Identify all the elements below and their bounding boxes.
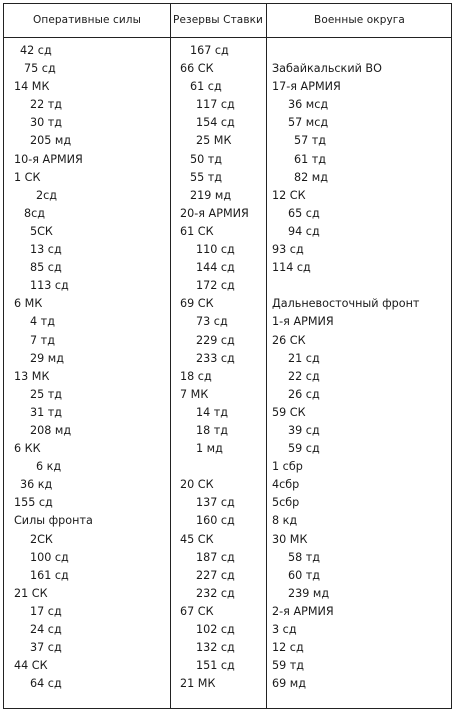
- operational-forces-cell: 17 сд: [30, 604, 62, 618]
- operational-forces-cell: 31 тд: [30, 405, 63, 419]
- military-districts-cell: 65 сд: [288, 206, 320, 220]
- stavka-reserves-cell: 18 сд: [180, 369, 212, 383]
- stavka-reserves-cell: 20-я АРМИЯ: [180, 206, 249, 220]
- operational-forces-cell: 30 тд: [30, 116, 63, 130]
- stavka-reserves-cell: 61 сд: [190, 80, 222, 94]
- stavka-reserves-cell: 117 сд: [196, 98, 235, 112]
- operational-forces-cell: 13 сд: [30, 243, 62, 257]
- stavka-reserves-cell: 61 СК: [180, 224, 214, 238]
- operational-forces-cell: 8сд: [24, 206, 46, 220]
- operational-forces-cell: 22 тд: [30, 98, 63, 112]
- operational-forces-cell: 113 сд: [30, 279, 69, 293]
- stavka-reserves-cell: 132 сд: [196, 641, 235, 655]
- header-stavka-reserves: Резервы Ставки: [173, 13, 263, 26]
- operational-forces-cell: 36 кд: [20, 478, 53, 492]
- header-operational-forces: Оперативные силы: [33, 13, 141, 26]
- stavka-reserves-cell: 21 МК: [180, 677, 216, 691]
- operational-forces-cell: 2сд: [36, 188, 58, 202]
- operational-forces-cell: 155 сд: [14, 496, 53, 510]
- military-districts-cell: 94 сд: [288, 224, 320, 238]
- stavka-reserves-cell: 18 тд: [196, 423, 229, 437]
- stavka-reserves-cell: 45 СК: [180, 532, 214, 546]
- operational-forces-cell: 161 сд: [30, 568, 69, 582]
- military-districts-cell: 36 мсд: [288, 98, 329, 112]
- military-districts-cell: [272, 42, 448, 60]
- military-districts-cell: 1 сбр: [272, 460, 303, 474]
- military-districts-cell: 12 сд: [272, 641, 304, 655]
- military-districts-cell: 17-я АРМИЯ: [272, 80, 341, 94]
- operational-forces-cell: 5СК: [30, 224, 53, 238]
- stavka-reserves-cell: 110 сд: [196, 243, 235, 257]
- stavka-reserves-cell: 227 сд: [196, 568, 235, 582]
- column-stavka-reserves: [180, 42, 262, 693]
- military-districts-cell: 26 сд: [288, 387, 320, 401]
- military-districts-cell: 21 сд: [288, 351, 320, 365]
- operational-forces-cell: 14 МК: [14, 80, 50, 94]
- military-districts-cell: 57 мсд: [288, 116, 329, 130]
- stavka-reserves-cell: 69 СК: [180, 297, 214, 311]
- military-districts-cell: 59 сд: [288, 442, 320, 456]
- operational-forces-cell: 75 сд: [24, 62, 56, 76]
- stavka-reserves-cell: 55 тд: [190, 170, 223, 184]
- operational-forces-cell: 44 СК: [14, 659, 48, 673]
- stavka-reserves-cell: 66 СК: [180, 62, 214, 76]
- operational-forces-cell: 2СК: [30, 532, 53, 546]
- military-districts-cell: 114 сд: [272, 261, 311, 275]
- military-districts-cell: 2-я АРМИЯ: [272, 604, 334, 618]
- stavka-reserves-cell: 1 мд: [196, 442, 223, 456]
- military-districts-cell: 5сбр: [272, 496, 300, 510]
- column-operational-forces: [14, 42, 164, 693]
- stavka-reserves-cell: 151 сд: [196, 659, 235, 673]
- operational-forces-cell: Силы фронта: [14, 514, 93, 528]
- military-districts-cell: 59 тд: [272, 659, 305, 673]
- operational-forces-cell: 10-я АРМИЯ: [14, 152, 83, 166]
- forces-table: [3, 3, 452, 709]
- stavka-reserves-cell: 160 сд: [196, 514, 235, 528]
- operational-forces-cell: 100 сд: [30, 550, 69, 564]
- column-divider: [266, 4, 267, 708]
- operational-forces-cell: 37 сд: [30, 641, 62, 655]
- military-districts-cell: 1-я АРМИЯ: [272, 315, 334, 329]
- military-districts-cell: 57 тд: [294, 134, 327, 148]
- stavka-reserves-cell: 50 тд: [190, 152, 223, 166]
- stavka-reserves-cell: 14 тд: [196, 405, 229, 419]
- operational-forces-cell: 6 кд: [36, 460, 62, 474]
- operational-forces-cell: 4 тд: [30, 315, 55, 329]
- stavka-reserves-cell: 137 сд: [196, 496, 235, 510]
- operational-forces-cell: 7 тд: [30, 333, 55, 347]
- military-districts-cell: 3 сд: [272, 623, 297, 636]
- operational-forces-cell: 25 тд: [30, 387, 63, 401]
- stavka-reserves-cell: 232 сд: [196, 586, 235, 600]
- military-districts-cell: 4сбр: [272, 478, 300, 492]
- military-districts-cell: 58 тд: [288, 550, 321, 564]
- operational-forces-cell: 205 мд: [30, 134, 72, 148]
- stavka-reserves-cell: 187 сд: [196, 550, 235, 564]
- stavka-reserves-cell: 102 сд: [196, 623, 235, 636]
- military-districts-cell: 59 СК: [272, 405, 306, 419]
- military-districts-cell: 22 сд: [288, 369, 320, 383]
- header-military-districts: Военные округа: [314, 13, 405, 26]
- military-districts-cell: 93 сд: [272, 243, 304, 257]
- operational-forces-cell: 13 МК: [14, 369, 50, 383]
- operational-forces-cell: 85 сд: [30, 261, 62, 275]
- military-districts-cell: 60 тд: [288, 568, 321, 582]
- military-districts-cell: [272, 277, 448, 295]
- stavka-reserves-cell: 229 сд: [196, 333, 235, 347]
- military-districts-cell: 30 МК: [272, 532, 308, 546]
- operational-forces-cell: 6 МК: [14, 297, 43, 311]
- operational-forces-cell: 208 мд: [30, 423, 72, 437]
- stavka-reserves-cell: [180, 458, 262, 476]
- stavka-reserves-cell: 167 сд: [190, 44, 229, 57]
- military-districts-cell: 239 мд: [288, 586, 330, 600]
- military-districts-cell: Забайкальский ВО: [272, 62, 382, 76]
- stavka-reserves-cell: 67 СК: [180, 604, 214, 618]
- column-military-districts: [272, 42, 448, 693]
- military-districts-cell: 82 мд: [294, 170, 328, 184]
- military-districts-cell: 69 мд: [272, 677, 306, 691]
- stavka-reserves-cell: 144 сд: [196, 261, 235, 275]
- stavka-reserves-cell: 20 СК: [180, 478, 214, 492]
- military-districts-cell: 39 сд: [288, 423, 320, 437]
- stavka-reserves-cell: 233 сд: [196, 351, 235, 365]
- stavka-reserves-cell: 73 сд: [196, 315, 228, 329]
- military-districts-cell: 8 кд: [272, 514, 298, 528]
- table-header-row: [4, 4, 451, 38]
- operational-forces-cell: 21 СК: [14, 586, 48, 600]
- stavka-reserves-cell: 25 МК: [196, 134, 232, 148]
- operational-forces-cell: 42 сд: [20, 44, 52, 57]
- military-districts-cell: 26 СК: [272, 333, 306, 347]
- operational-forces-cell: 64 сд: [30, 677, 62, 691]
- stavka-reserves-cell: 172 сд: [196, 279, 235, 293]
- operational-forces-cell: 6 КК: [14, 442, 41, 456]
- operational-forces-cell: 24 сд: [30, 623, 62, 636]
- operational-forces-cell: 1 СК: [14, 170, 41, 184]
- military-districts-cell: Дальневосточный фронт: [272, 297, 420, 311]
- military-districts-cell: 61 тд: [294, 152, 327, 166]
- stavka-reserves-cell: 219 мд: [190, 188, 232, 202]
- stavka-reserves-cell: 154 сд: [196, 116, 235, 130]
- military-districts-cell: 12 СК: [272, 188, 306, 202]
- stavka-reserves-cell: 7 МК: [180, 387, 209, 401]
- operational-forces-cell: 29 мд: [30, 351, 64, 365]
- column-divider: [170, 4, 171, 708]
